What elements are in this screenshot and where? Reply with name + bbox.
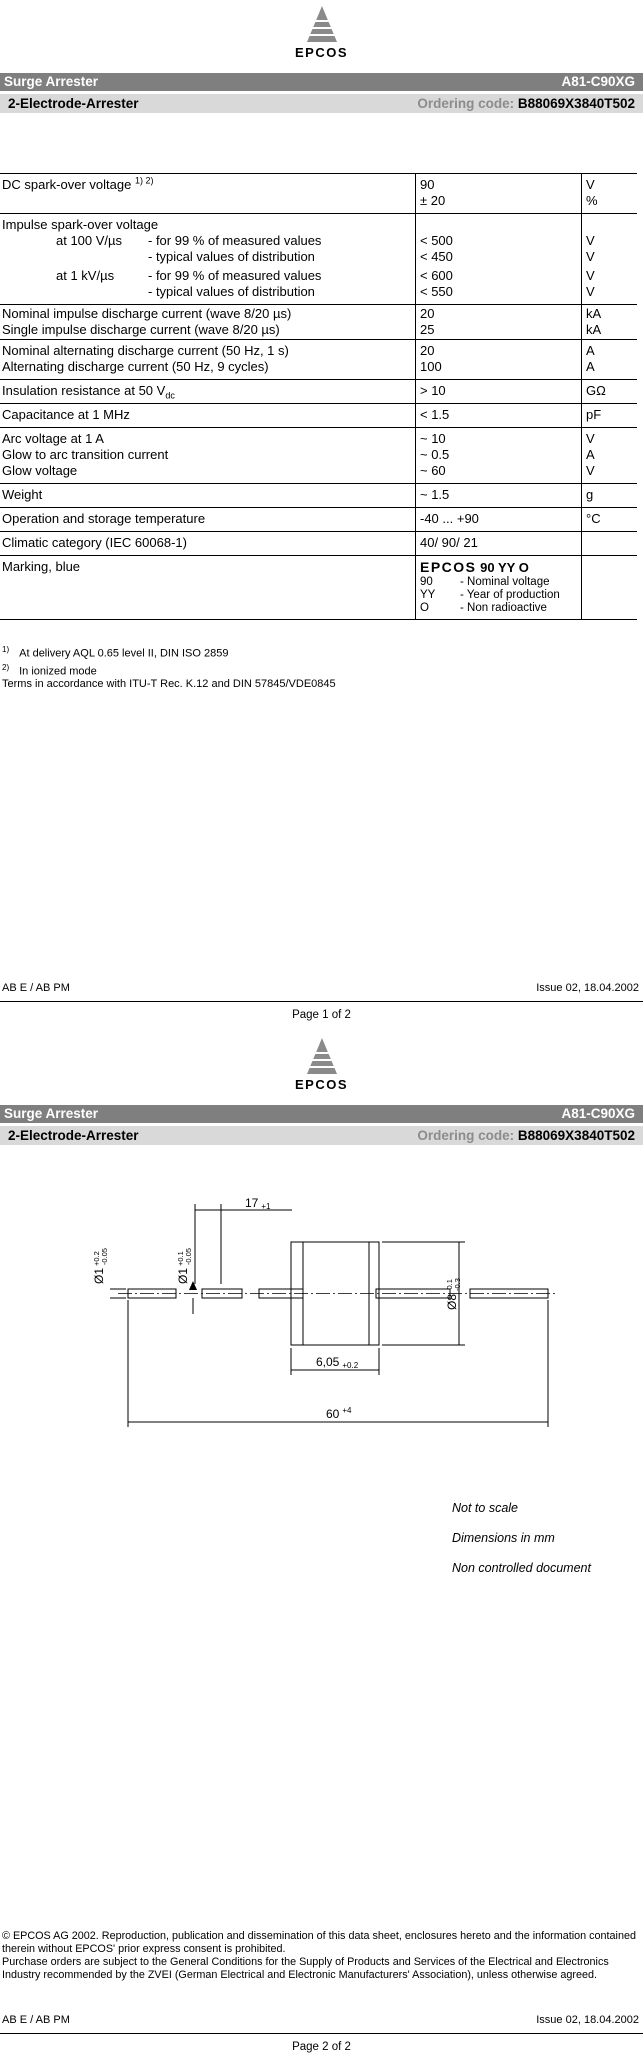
ordering-code-label: Ordering code: — [417, 96, 515, 111]
spec-row-marking: Marking, blue EPCOS 90 YY O 90 - Nominal voltage YY - Year of production O - Non radioactive — [0, 556, 637, 620]
note-non-controlled: Non controlled document — [452, 1561, 591, 1575]
dim-60: 60 $^{+4}$ — [326, 1406, 352, 1421]
dia-body: $Ø8^{-0.1}-0.3$ — [445, 1278, 462, 1310]
epcos-logo-page2: EPCOS — [0, 1036, 643, 1092]
note-not-to-scale: Not to scale — [452, 1501, 519, 1515]
epcos-logo-icon — [305, 1036, 339, 1076]
title-band — [0, 73, 643, 91]
spec-row-impulse: Impulse spark-over voltage at 100 V/µs - for 99 % of measured values - typical values of distribution at 1 kV/µs - for 99 % of measured values - typical values of distribution < 500 < 450 < 600 < 550 V V V V — [0, 214, 637, 305]
title-band-page2: Surge Arrester A81-C90XG — [0, 1105, 643, 1123]
note-dimensions: Dimensions in mm — [452, 1531, 555, 1545]
spec-table — [0, 173, 637, 620]
spec-row-temperature: Operation and storage temperature -40 ... +90 °C — [0, 508, 637, 532]
legal-notice: © EPCOS AG 2002. Reproduction, publication and dissemination of this data sheet, enclosures hereto and the information contained therein without EPCOS' prior express consent is prohibited. Purchase orders are subject to the General Conditions for the Supply of Products and Services of the Electrical and Electronics Industry recommended by the ZVEI (German Electrical and Electronic Manufacturers' Association), unless otherwise agreed. — [2, 1930, 636, 1981]
dia-left-lead: $Ø1^{+0.2}-0.05$ — [92, 1248, 109, 1284]
dia-mid-lead: $Ø1^{+0.1}-0.05$ — [176, 1248, 193, 1284]
dim-6-05: 6,05 +0.2 — [316, 1355, 359, 1370]
dimension-drawing — [0, 1180, 643, 1440]
spec-row-arc: Arc voltage at 1 A Glow to arc transition current Glow voltage ~ 10 ~ 0.5 ~ 60 V A V — [0, 428, 637, 484]
marking-brand: EPCOS — [420, 559, 477, 575]
page1-number: Page 1 of 2 — [292, 1009, 351, 1021]
ordering-code — [417, 96, 635, 111]
spec-row-insulation: Insulation resistance at 50 $V_{dc}$ > 10 GΩ — [0, 380, 637, 404]
page1-footer-rule — [0, 1001, 643, 1002]
spec-row-climatic: Climatic category (IEC 60068-1) 40/ 90/ 21 — [0, 532, 637, 556]
terms-note: Terms in accordance with ITU-T Rec. K.12 and DIN 57845/VDE0845 — [2, 678, 336, 691]
product-title: Surge Arrester — [4, 74, 99, 89]
page2-footer-rule — [0, 2033, 643, 2034]
part-number: A81-C90XG — [561, 74, 635, 89]
spec-row-discharge: Nominal impulse discharge current (wave 8/20 µs) Single impulse discharge current (wave 8/20 µs) 20 25 kA kA — [0, 305, 637, 340]
spec-row-dc: DC spark-over voltage $^{1) 2)}$ 90 ± 20 V % — [0, 174, 637, 214]
drawing-notes — [452, 1493, 591, 1583]
dim-17: 17 +1 — [245, 1196, 271, 1211]
product-subtitle: 2-Electrode-Arrester — [8, 96, 139, 111]
spec-row-weight: Weight ~ 1.5 g — [0, 484, 637, 508]
epcos-logo — [0, 4, 643, 60]
spec-row-ac: Nominal alternating discharge current (50 Hz, 1 s) Alternating discharge current (50 Hz, 9 cycles) 20 100 A A — [0, 340, 637, 380]
footnotes: $^{1)}$ At delivery AQL 0.65 level II, DIN ISO 2859 $^{2)}$ In ionized mode Terms in accordance with ITU-T Rec. K.12 and DIN 57845/VDE0845 — [2, 645, 336, 691]
spec-row-capacitance: Capacitance at 1 MHz < 1.5 pF — [0, 404, 637, 428]
epcos-logo-icon — [305, 4, 339, 44]
ordering-code-value: B88069X3840T502 — [517, 96, 635, 111]
subtitle-band — [0, 94, 643, 113]
brand-name: EPCOS — [294, 45, 348, 60]
subtitle-band-page2: 2-Electrode-Arrester Ordering code: B88069X3840T502 — [0, 1126, 643, 1145]
page2-number: Page 2 of 2 — [292, 2041, 351, 2053]
